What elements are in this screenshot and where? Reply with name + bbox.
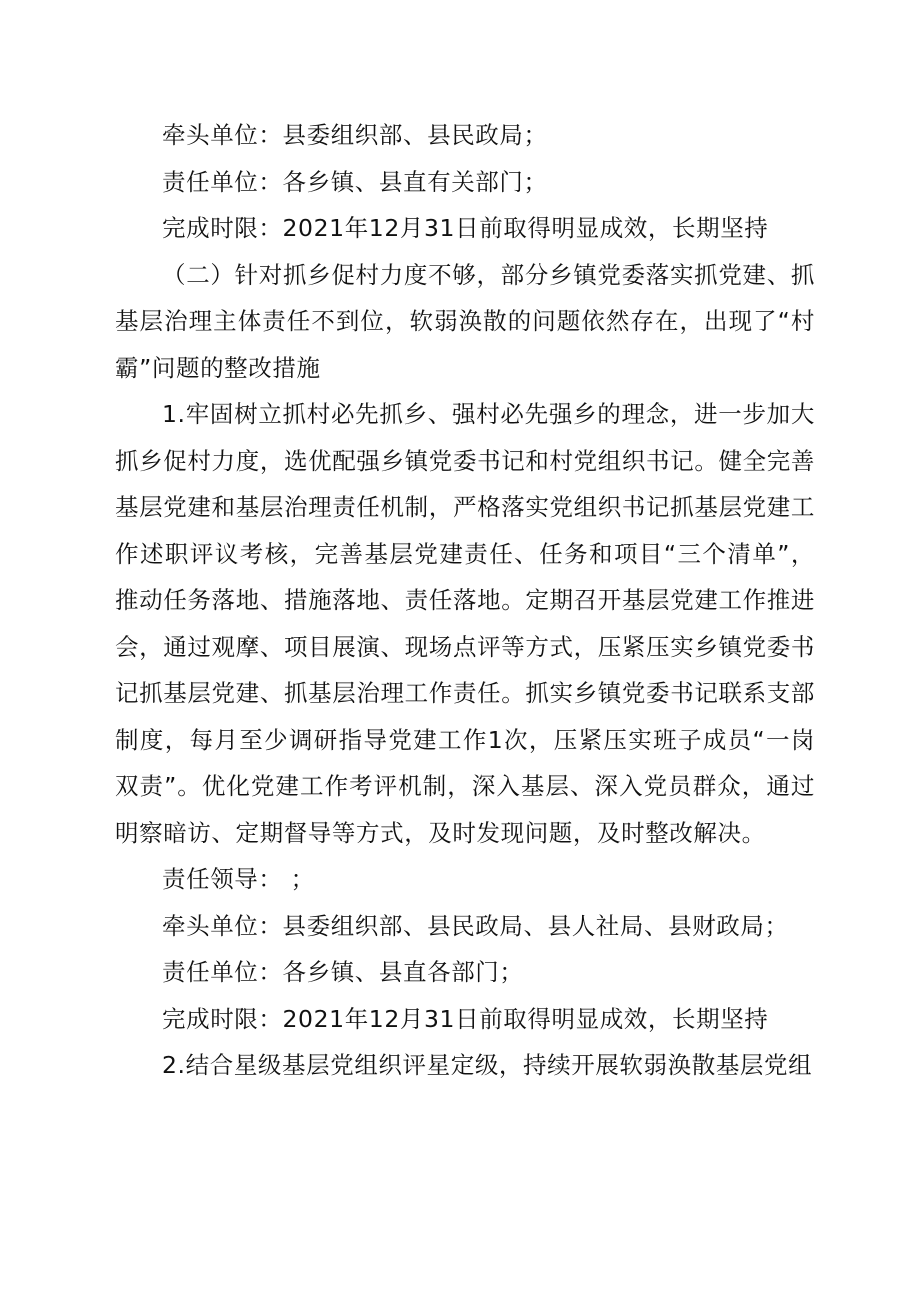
lead-unit-paragraph: 牵头单位：县委组织部、县民政局、县人社局、县财政局； [162, 911, 789, 940]
measure-paragraph: 2.结合星级基层党组织评星定级，持续开展软弱涣散基层党组 [162, 1051, 813, 1079]
responsible-unit-paragraph: 责任单位：各乡镇、县直各部门； [162, 958, 524, 986]
responsible-leader-paragraph: 责任领导： ； [162, 865, 315, 893]
lead-unit-paragraph: 牵头单位：县委组织部、县民政局； [162, 121, 548, 149]
document-body [115, 112, 815, 1089]
measure-paragraph: 1.牢固树立抓村必先抓乡、强村必先强乡的理念，进一步加大抓乡促村力度，选优配强乡镇党委书记和村党组织书记。健全完善基层党建和基层治理责任机制，严格落实党组织书记抓基层党建工作述职评议考核，完善基层党建责任、任务和项目“三个清单”，推动任务落地、措施落地、责任落地。定期召开基层党建工作推进会，通过观摩、项目展演、现场点评等方式，压紧压实乡镇党委书记抓基层党建、抓基层治理工作责任。抓实乡镇党委书记联系支部制度，每月至少调研指导党建工作1次，压紧压实班子成员“一岗双责”。优化党建工作考评机制，深入基层、深入党员群众，通过明察暗访、定期督导等方式，及时发现问题，及时整改解决。 [115, 400, 815, 847]
responsible-unit-paragraph: 责任单位：各乡镇、县直有关部门； [162, 167, 548, 196]
deadline-paragraph: 完成时限：2021年12月31日前取得明显成效，长期坚持 [162, 214, 769, 242]
section-heading: （二）针对抓乡促村力度不够，部分乡镇党委落实抓党建、抓基层治理主体责任不到位，软弱涣散的问题依然存在，出现了“村霸”问题的整改措施 [115, 260, 815, 382]
deadline-paragraph: 完成时限：2021年12月31日前取得明显成效，长期坚持 [162, 1004, 769, 1033]
